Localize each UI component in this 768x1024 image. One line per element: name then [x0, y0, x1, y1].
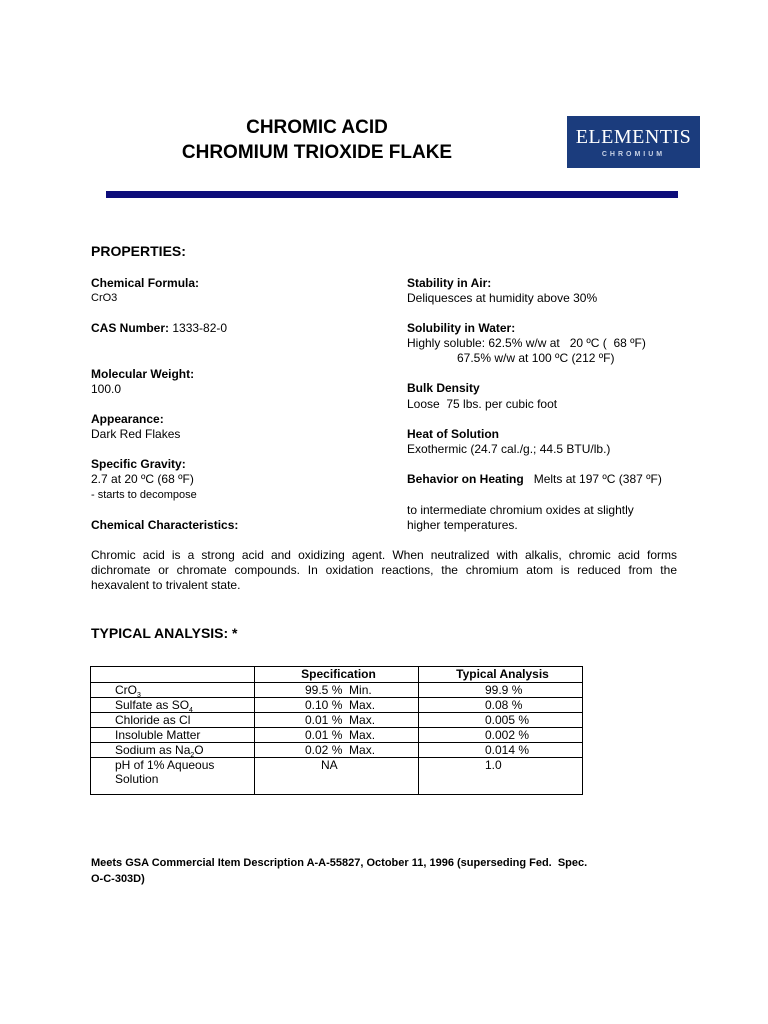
row-specification: 0.01 % Max. [255, 728, 419, 743]
row-typical: 0.014 % [419, 743, 583, 758]
table-row [91, 698, 583, 713]
column-header-item [91, 667, 255, 683]
typical-analysis-heading: TYPICAL ANALYSIS: * [91, 625, 238, 641]
row-specification: NA [255, 758, 419, 795]
cas-number [91, 321, 227, 336]
cas-label: CAS Number: [91, 321, 170, 335]
behavior-label: Behavior on Heating [407, 472, 524, 486]
behavior-on-heating [407, 472, 662, 487]
row-item: Sulfate as $SO_4$ [91, 698, 255, 713]
row-typical: 0.005 % [419, 713, 583, 728]
table-row [91, 713, 583, 728]
specific-gravity-label: Specific Gravity: [91, 457, 186, 471]
solubility-line-1: Highly soluble: 62.5% w/w at 20 ºC ( 68 ºF) [407, 336, 646, 350]
solubility-label: Solubility in Water: [407, 321, 516, 335]
gsa-note-line-1: Meets GSA Commercial Item Description A-A-55827, October 11, 1996 (superseding Fed. Spec. [91, 857, 588, 869]
document-subtitle: CHROMIUM TRIOXIDE FLAKE [181, 142, 453, 163]
row-item: CrO$_3$ [91, 683, 255, 698]
row-typical: 0.08 % [419, 698, 583, 713]
stability-label: Stability in Air: [407, 276, 492, 290]
stability-value: Deliquesces at humidity above 30% [407, 291, 598, 305]
table-row [91, 728, 583, 743]
specific-gravity-value: 2.7 at 20 ºC (68 ºF) [91, 472, 194, 486]
cas-value: 1333-82-0 [172, 321, 228, 335]
appearance-label: Appearance: [91, 412, 164, 426]
header-rule [106, 191, 678, 198]
appearance-value: Dark Red Flakes [91, 427, 181, 441]
heat-of-solution-value: Exothermic (24.7 cal./g.; 44.5 BTU/lb.) [407, 442, 611, 456]
specific-gravity-note: - starts to decompose [91, 489, 197, 501]
row-item: Sodium as $Na_2O$ [91, 743, 255, 758]
table-row [91, 683, 583, 698]
table-header-row [91, 667, 583, 683]
properties-heading: PROPERTIES: [91, 243, 186, 259]
gsa-note [91, 855, 651, 887]
row-item: Insoluble Matter [91, 728, 255, 743]
row-specification: 0.02 % Max. [255, 743, 419, 758]
chemical-formula-label: Chemical Formula: [91, 276, 200, 290]
gsa-note-line-2: O-C-303D) [91, 873, 145, 885]
bulk-density-value: Loose 75 lbs. per cubic foot [407, 397, 558, 411]
molecular-weight-label: Molecular Weight: [91, 367, 195, 381]
molecular-weight-value: 100.0 [91, 382, 122, 396]
row-typical: 0.002 % [419, 728, 583, 743]
table-row [91, 743, 583, 758]
bulk-density-label: Bulk Density [407, 381, 480, 395]
row-typical: 1.0 [419, 758, 583, 795]
document-title: CHROMIC ACID [246, 117, 388, 138]
chemical-characteristics-paragraph: Chromic acid is a strong acid and oxidizing agent. When neutralized with alkalis, chromic acid forms dichromate or chromate compounds. In oxidation reactions, the chromium atom is reduced from the hexavalent to trivalent state. [91, 548, 677, 592]
solubility-line-2: 67.5% w/w at 100 ºC (212 ºF) [457, 351, 615, 365]
row-specification: 0.10 % Max. [255, 698, 419, 713]
elementis-logo [567, 116, 700, 168]
behavior-continued-1: to intermediate chromium oxides at slightly [407, 503, 634, 517]
analysis-table [90, 666, 583, 795]
row-specification: 0.01 % Max. [255, 713, 419, 728]
row-specification: 99.5 % Min. [255, 683, 419, 698]
row-item: pH of 1% Aqueous Solution [91, 758, 255, 795]
logo-name: ELEMENTIS [575, 126, 692, 148]
behavior-value: Melts at 197 ºC (387 ºF) [533, 472, 662, 486]
row-item: Chloride as Cl [91, 713, 255, 728]
logo-subtitle: CHROMIUM [601, 151, 666, 158]
column-header-specification: Specification [255, 667, 419, 683]
column-header-typical-analysis: Typical Analysis [419, 667, 583, 683]
heat-of-solution-label: Heat of Solution [407, 427, 499, 441]
row-typical: 99.9 % [419, 683, 583, 698]
table-row [91, 758, 583, 795]
chemical-characteristics-label: Chemical Characteristics: [91, 518, 239, 532]
behavior-continued-2: higher temperatures. [407, 518, 518, 532]
chemical-formula-value: CrO3 [91, 292, 118, 304]
